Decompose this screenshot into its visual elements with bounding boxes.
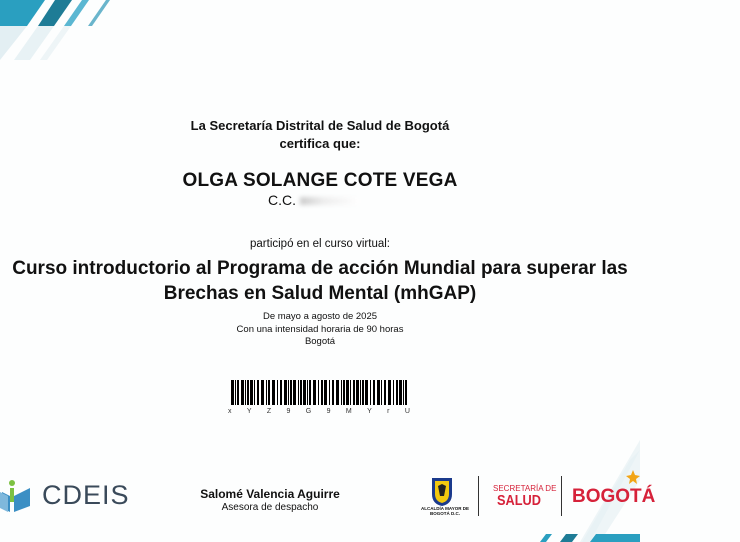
barcode-bar (298, 380, 299, 405)
barcode-bar (231, 380, 234, 405)
course-title-line1: Curso introductorio al Programa de acción Mundial para superar las (12, 258, 628, 279)
cdeis-logo-text: CDEIS (42, 480, 130, 510)
course-city: Bogotá (304, 336, 336, 347)
barcode-bar (332, 380, 334, 405)
barcode-bar (318, 380, 319, 405)
cdeis-logo-icon (0, 478, 36, 514)
barcode-bar (241, 380, 244, 405)
barcode-char: M (345, 408, 352, 415)
barcode-bar (353, 380, 355, 405)
barcode-bar (324, 380, 327, 405)
barcode-bar (309, 380, 311, 405)
barcode-bar (266, 380, 267, 405)
recipient-id (268, 192, 360, 208)
barcode-bar (346, 380, 349, 405)
barcode-bar (377, 380, 380, 405)
barcode-bar (362, 380, 364, 405)
barcode-char: 9 (326, 408, 331, 415)
barcode-bar (370, 380, 371, 405)
barcode-bar (343, 380, 345, 405)
barcode-bar (373, 380, 375, 405)
secretaria-text: SECRETARÍA DE (493, 484, 557, 493)
barcode-bar (254, 380, 255, 405)
barcode-bar (329, 380, 330, 405)
barcode-bar (237, 380, 239, 405)
bogota-logo-text: BOGOTÁ (572, 486, 656, 507)
barcode-char: 9 (286, 408, 291, 415)
barcode-bar (365, 380, 368, 405)
barcode-bar (336, 380, 339, 405)
bogota-star-icon (626, 470, 640, 484)
logo-divider (478, 476, 479, 516)
barcode-bar (290, 380, 292, 405)
barcode-char: U (404, 408, 410, 415)
barcode-bar (341, 380, 342, 405)
barcode-bar (247, 380, 249, 405)
alcaldia-text: ALCALDÍA MAYOR DE BOGOTÁ D.C. (421, 506, 469, 516)
barcode-bar (384, 380, 386, 405)
signatory-name: Salomé Valencia Aguirre (200, 487, 340, 501)
barcode-bar (381, 380, 382, 405)
barcode (231, 380, 408, 405)
barcode-bar (284, 380, 287, 405)
barcode-bar (396, 380, 398, 405)
barcode-bar (313, 380, 316, 405)
barcode-bar (257, 380, 259, 405)
id-label: C.C. (268, 192, 296, 208)
barcode-char: Y (246, 408, 252, 415)
barcode-char: Z (266, 408, 272, 415)
barcode-bar (250, 380, 253, 405)
certifies-text: certifica que: (279, 136, 361, 151)
barcode-char: r (387, 408, 390, 415)
barcode-bar (399, 380, 402, 405)
barcode-char: G (305, 408, 312, 415)
barcode-bar (321, 380, 323, 405)
barcode-bar (350, 380, 351, 405)
logo-divider (561, 476, 562, 516)
course-title-line2: Brechas en Salud Mental (mhGAP) (163, 283, 477, 304)
barcode-bar (245, 380, 246, 405)
barcode-bar (388, 380, 391, 405)
barcode-bar (293, 380, 296, 405)
top-left-stripes-decoration (0, 0, 140, 60)
barcode-bar (277, 380, 278, 405)
course-hours: Con una intensidad horaria de 90 horas (236, 324, 404, 335)
redacted-id-number (300, 197, 360, 205)
barcode-text (228, 408, 410, 415)
course-dates: De mayo a agosto de 2025 (262, 311, 378, 322)
barcode-bar (303, 380, 306, 405)
barcode-char: x (228, 408, 232, 415)
barcode-bar (235, 380, 236, 405)
barcode-bar (280, 380, 282, 405)
barcode-bar (356, 380, 359, 405)
barcode-bar (360, 380, 361, 405)
signatory-role: Asesora de despacho (221, 502, 319, 513)
barcode-bar (403, 380, 404, 405)
recipient-name: OLGA SOLANGE COTE VEGA (182, 170, 458, 191)
barcode-bar (261, 380, 264, 405)
barcode-bar (300, 380, 302, 405)
barcode-bar (307, 380, 308, 405)
barcode-bar (272, 380, 275, 405)
course-intro: participó en el curso virtual: (250, 238, 390, 250)
issuer-text: La Secretaría Distrital de Salud de Bogotá (190, 118, 450, 133)
salud-text: SALUD (497, 492, 541, 509)
barcode-bar (405, 380, 407, 405)
barcode-bar (268, 380, 270, 405)
barcode-char: Y (367, 408, 372, 415)
barcode-bar (288, 380, 289, 405)
barcode-bar (393, 380, 394, 405)
